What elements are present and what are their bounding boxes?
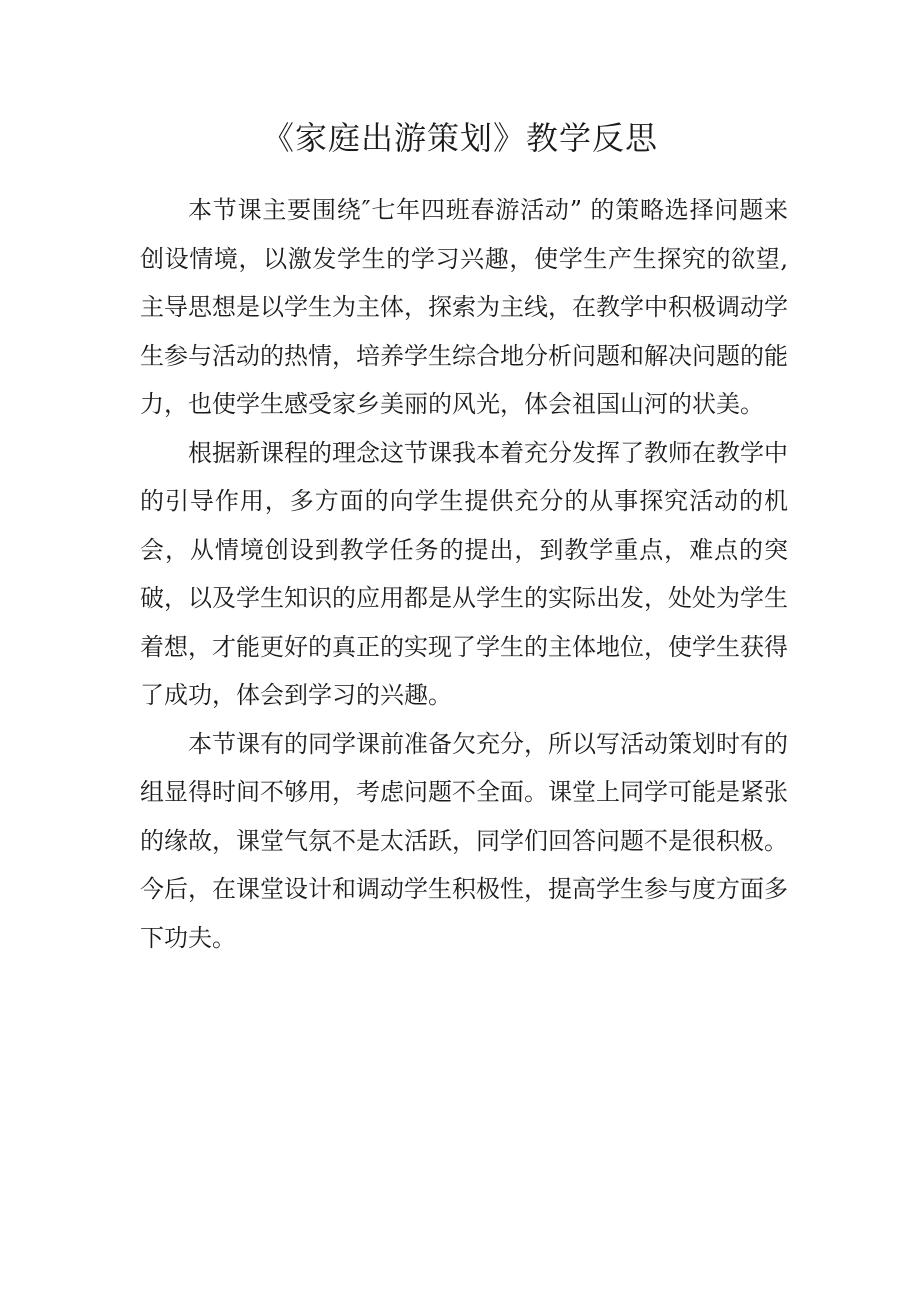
paragraph-3: 本节课有的同学课前准备欠充分，所以写活动策划时有的组显得时间不够用，考虑问题不全面。课堂上同学可能是紧张的缘故，课堂气氛不是太活跃，同学们回答问题不是很积极。今后，在课堂设计和调动学生积极性，提高学生参与度方面多下功夫。 <box>140 729 788 952</box>
paragraph-2: 根据新课程的理念这节课我本着充分发挥了教师在教学中的引导作用，多方面的向学生提供充分的从事探究活动的机会，从情境创设到教学任务的提出，到教学重点，难点的突破，以及学生知识的应用都是从学生的实际出发，处处为学生着想，才能更好的真正的实现了学生的主体地位，使学生获得了成功，体会到学习的兴趣。 <box>140 438 788 709</box>
document-body <box>140 186 788 962</box>
paragraph-1: 本节课主要围绕″七年四班春游活动” 的策略选择问题来创设情境，以激发学生的学习兴趣，使学生产生探究的欲望,主导思想是以学生为主体，探索为主线，在教学中积极调动学生参与活动的热情，培养学生综合地分析问题和解决问题的能力，也使学生感受家乡美丽的风光，体会祖国山河的状美。 <box>140 196 788 418</box>
document-title: 《家庭出游策划》教学反思 <box>261 119 658 157</box>
